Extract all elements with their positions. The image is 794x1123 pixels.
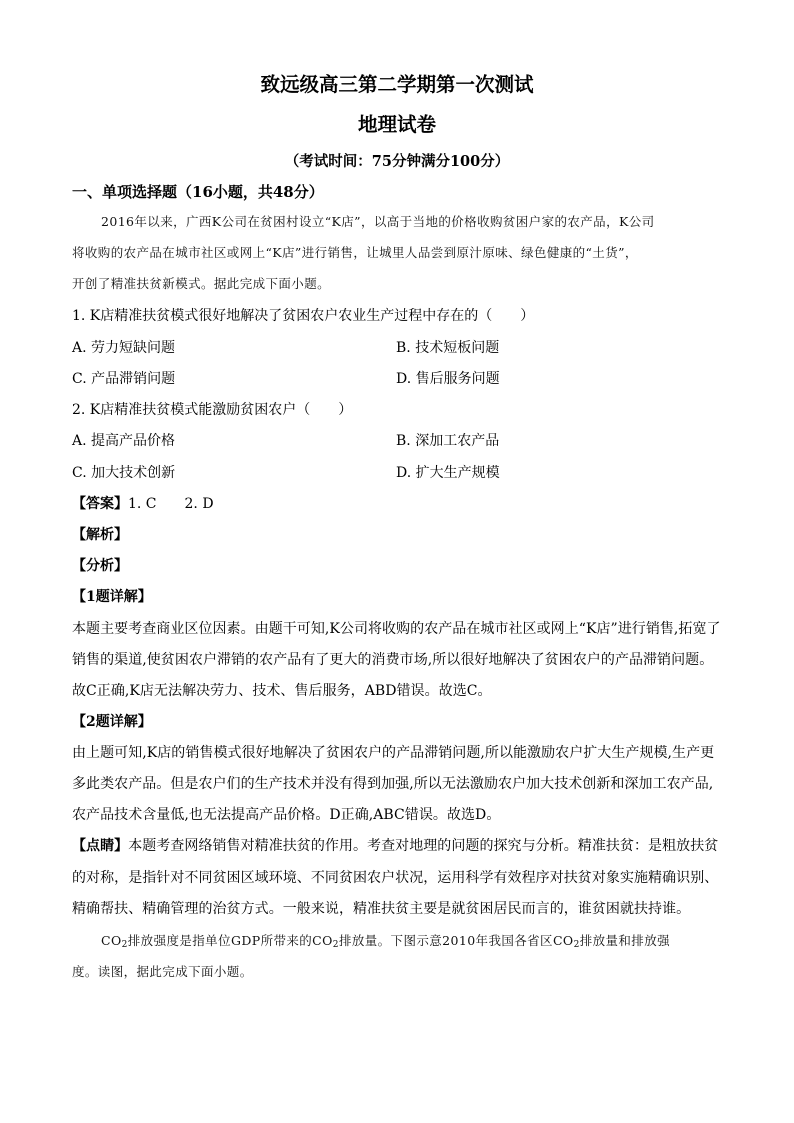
dianjing-line: 精确帮扶、精确管理的治贫方式。一般来说，精准扶贫主要是就贫困居民而言的，谁贫困就扶持谁。 [72,901,691,917]
dianjing-line [72,837,718,855]
passage1-line: 2016年以来，广西K公司在贫困村设立“K店”，以高于当地的价格收购贫困户家的农产品，K公司 [101,214,655,229]
section-heading: 一、单项选择题（16小题，共48分） [72,183,324,201]
dianjing-text: 本题考查网络销售对精准扶贫的作用。考查对地理的问题的探究与分析。精准扶贫：是粗放扶贫 [128,838,719,854]
fenxi-label: 【分析】 [72,558,128,574]
passage2-text: 排放量。下图示意2010年我国各省区CO [338,933,574,948]
detail1-line: 故C正确,K店无法解决劳力、技术、售后服务，ABD错误。故选C。 [72,683,492,699]
analysis-label: 【解析】 [72,527,128,543]
q2-option-d: D. 扩大生产规模 [396,465,500,481]
answer-tag: 【答案】 [72,496,128,512]
passage2-text: 排放量和排放强 [579,933,671,948]
subscript: 2 [573,940,580,950]
answer-values: 1. C 2. D [128,496,214,512]
passage2-line: 度。读图，据此完成下面小题。 [72,964,253,979]
passage2-text: 排放强度是指单位GDP所带来的CO [127,933,333,948]
question-2-stem: 2. K店精准扶贫模式能激励贫困农户（ ） [72,402,353,418]
question-1-stem: 1. K店精准扶贫模式很好地解决了贫困农户农业生产过程中存在的（ ） [72,308,535,324]
subscript: 2 [121,940,128,950]
passage1-line: 开创了精准扶贫新模式。据此完成下面小题。 [72,276,331,291]
q1-option-a: A. 劳力短缺问题 [72,340,176,356]
q2-option-b: B. 深加工农产品 [396,433,500,449]
passage1-line: 将收购的农产品在城市社区或网上“K店”进行销售，让城里人品尝到原汁原味、绿色健康的“土货”， [72,245,638,260]
dianjing-line: 的对称，是指针对不同贫困区域环境、不同贫困农户状况，运用科学有效程序对扶贫对象实施精确识别、 [72,870,719,886]
exam-info: （考试时间：75分钟满分100分） [284,153,510,170]
q1-option-c: C. 产品滞销问题 [72,371,176,387]
q1-option-b: B. 技术短板问题 [396,340,500,356]
subscript: 2 [332,940,339,950]
detail1-line: 本题主要考查商业区位因素。由题干可知,K公司将收购的农产品在城市社区或网上“K店”进行销售,拓宽了 [72,621,721,637]
detail1-line: 销售的渠道,使贫困农户滞销的农产品有了更大的消费市场,所以很好地解决了贫困农户的产品滞销问题。 [72,652,714,668]
detail2-label: 【2题详解】 [72,714,152,730]
detail2-line: 农产品技术含量低,也无法提高产品价格。D正确,ABC错误。故选D。 [72,807,501,823]
q2-option-a: A. 提高产品价格 [72,433,176,449]
detail2-line: 由上题可知,K店的销售模式很好地解决了贫困农户的产品滞销问题,所以能激励农户扩大生产规模,生产更 [72,745,715,761]
subject-title: 地理试卷 [357,113,436,136]
q2-option-c: C. 加大技术创新 [72,465,176,481]
detail2-line: 多此类农产品。但是农户们的生产技术并没有得到加强,所以无法激励农户加大技术创新和深加工农产品, [72,776,714,792]
passage2-text: CO [101,933,122,948]
passage2-line [101,932,670,954]
q1-option-d: D. 售后服务问题 [396,371,500,387]
detail1-label: 【1题详解】 [72,589,152,605]
answer-line [72,495,214,513]
document-title: 致远级高三第二学期第一次测试 [260,73,534,96]
dianjing-label: 【点睛】 [72,838,129,854]
